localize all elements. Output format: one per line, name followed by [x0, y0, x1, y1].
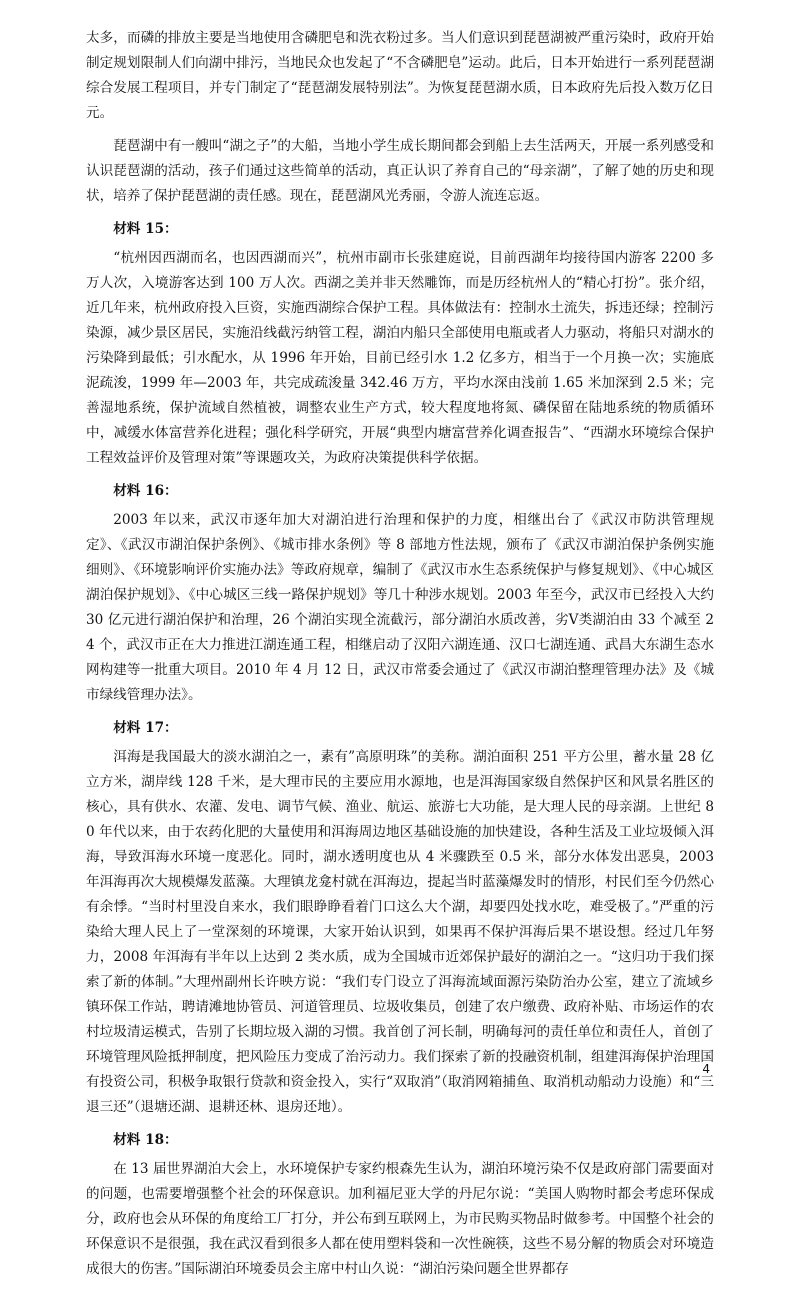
paragraph-material-16: 2003 年以来，武汉市逐年加大对湖泊进行治理和保护的力度，相继出台了《武汉市防洪管理规定》、《武汉市湖泊保护条例》、《城市排水条例》等 8 部地方性法规，颁布了《武汉市湖泊保护条例实施细则》、《环境影响评价实施办法》等政府规章，编制了《武汉市水生态系统保护与修复规划》、《中心城区湖泊保护规划》、《中心城区三线一路保护规划》等几十种涉水规划。2003 年至今，武汉市已经投入大约 30 亿元进行湖泊保护和治理，26 个湖泊实现全流截污，部分湖泊水质改善，劣Ⅴ类湖泊由 33 个减至 24 个，武汉市正在大力推进江湖连通工程，相继启动了汉阳六湖连通、汉口七湖连通、武昌大东湖生态水网构建等一批重大项目。2010 年 4 月 12 日，武汉市常委会通过了《武汉市湖泊整理管理办法》及《城市绿线管理办法》。	[86, 512, 714, 703]
heading-material-17: 材料 17：	[113, 720, 178, 736]
document-body	[86, 26, 714, 1290]
heading-material-16: 材料 16：	[113, 483, 178, 499]
paragraph-material-18: 在 13 届世界湖泊大会上，水环境保护专家约根森先生认为，湖泊环境污染不仅是政府部门需要面对的问题，也需要增强整个社会的环保意识。加利福尼亚大学的丹尼尔说：“美国人购物时都会考虑环保成分，政府也会从环保的角度给工厂打分，并公布到互联网上，为市民购买物品时做参考。中国整个社会的环保意识不是很强，我在武汉看到很多人都在使用塑料袋和一次性碗筷，这些不易分解的物质会对环境造成很大的伤害。”国际湖泊环境委员会主席中村山久说：“湖泊污染问题全世界都存	[86, 1161, 714, 1277]
paragraph-biwa-ship: 琵琶湖中有一艘叫“湖之子”的大船，当地小学生成长期间都会到船上去生活两天，开展一系列感受和认识琵琶湖的活动，孩子们通过这些简单的活动，真正认识了养育自己的“母亲湖”，了解了她的历史和现状，培养了保护琵琶湖的责任感。现在，琵琶湖风光秀丽，令游人流连忘返。	[86, 138, 714, 204]
heading-material-15: 材料 15：	[113, 221, 178, 237]
paragraph-material-15: “杭州因西湖而名，也因西湖而兴”，杭州市副市长张建庭说，目前西湖年均接待国内游客 2200 多万人次，入境游客达到 100 万人次。西湖之美并非天然雕饰，而是历经杭州人的“精心打扮”。张介绍，近几年来，杭州政府投入巨资，实施西湖综合保护工程。具体做法有：控制水土流失，拆违还绿；控制污染源，减少景区居民，实施沿线截污纳管工程，湖泊内船只全部使用电瓶或者人力驱动，将船只对湖水的污染降到最低；引水配水，从 1996 年开始，目前已经引水 1.2 亿多方，相当于一个月换一次；实施底泥疏浚，1999 年—2003 年，共完成疏浚量 342.46 万方，平均水深由浅前 1.65 米加深到 2.5 米；完善湿地系统，保护流域自然植被，调整农业生产方式，较大程度地将氮、磷保留在陆地系统的物质循环中，减缓水体富营养化进程；强化科学研究，开展“典型内塘富营养化调查报告”、“西湖水环境综合保护工程效益评价及管理对策”等课题攻关，为政府决策提供科学依据。	[86, 250, 714, 466]
heading-material-18: 材料 18：	[113, 1132, 178, 1148]
paragraph-biwa-continued: 太多，而磷的排放主要是当地使用含磷肥皂和洗衣粉过多。当人们意识到琵琶湖被严重污染时，政府开始制定规划限制人们向湖中排污，当地民众也发起了“不含磷肥皂”运动。此后，日本开始进行一系列琵琶湖综合发展工程项目，并专门制定了“琵琶湖发展特别法”。为恢复琵琶湖水质，日本政府先后投入数万亿日元。	[86, 30, 714, 121]
paragraph-material-17: 洱海是我国最大的淡水湖泊之一，素有”高原明珠”的美称。湖泊面积 251 平方公里，蓄水量 28 亿立方米，湖岸线 128 千米，是大理市民的主要应用水源地，也是洱海国家级自然保护区和风景名胜区的核心，具有供水、农灌、发电、调节气候、渔业、航运、旅游七大功能，是大理人民的母亲湖。上世纪 80 年代以来，由于农药化肥的大量使用和洱海周边地区基础设施的加快建设，各种生活及工业垃圾倾入洱海，导致洱海水环境一度恶化。同时，湖水透明度也从 4 米骤跌至 0.5 米，部分水体发出恶臭，2003 年洱海再次大规模爆发蓝藻。大理镇龙龛村就在洱海边，提起当时蓝藻爆发时的情形，村民们至今仍然心有余悸。“当时村里没自来水，我们眼睁睁看着门口这么大个湖，却要四处找水吃，难受极了。”严重的污染给大理人民上了一堂深刻的环境课，大家开始认识到，如果再不保护洱海后果不堪设想。经过几年努力，2008 年洱海有半年以上达到 2 类水质，成为全国城市近郊保护最好的湖泊之一。“这归功于我们探索了新的体制。”大理州副州长许映方说：“我们专门设立了洱海流域面源污染防治办公室，建立了流域乡镇环保工作站，聘请滩地协管员、河道管理员、垃圾收集员，创建了农户缴费、政府补贴、市场运作的农村垃圾清运模式，告别了长期垃圾入湖的习惯。我首创了河长制，明确每河的责任单位和责任人，首创了环境管理风险抵押制度，把风险压力变成了治污动力。我们探索了新的投融资机制，组建洱海保护治理国有投资公司，积极争取银行贷款和资金投入，实行“双取消”（取消网箱捕鱼、取消机动船动力设施）和“三退三还”（退塘还湖、退耕还林、退房还地）。	[86, 749, 714, 1115]
page-number: 4	[702, 1062, 710, 1076]
